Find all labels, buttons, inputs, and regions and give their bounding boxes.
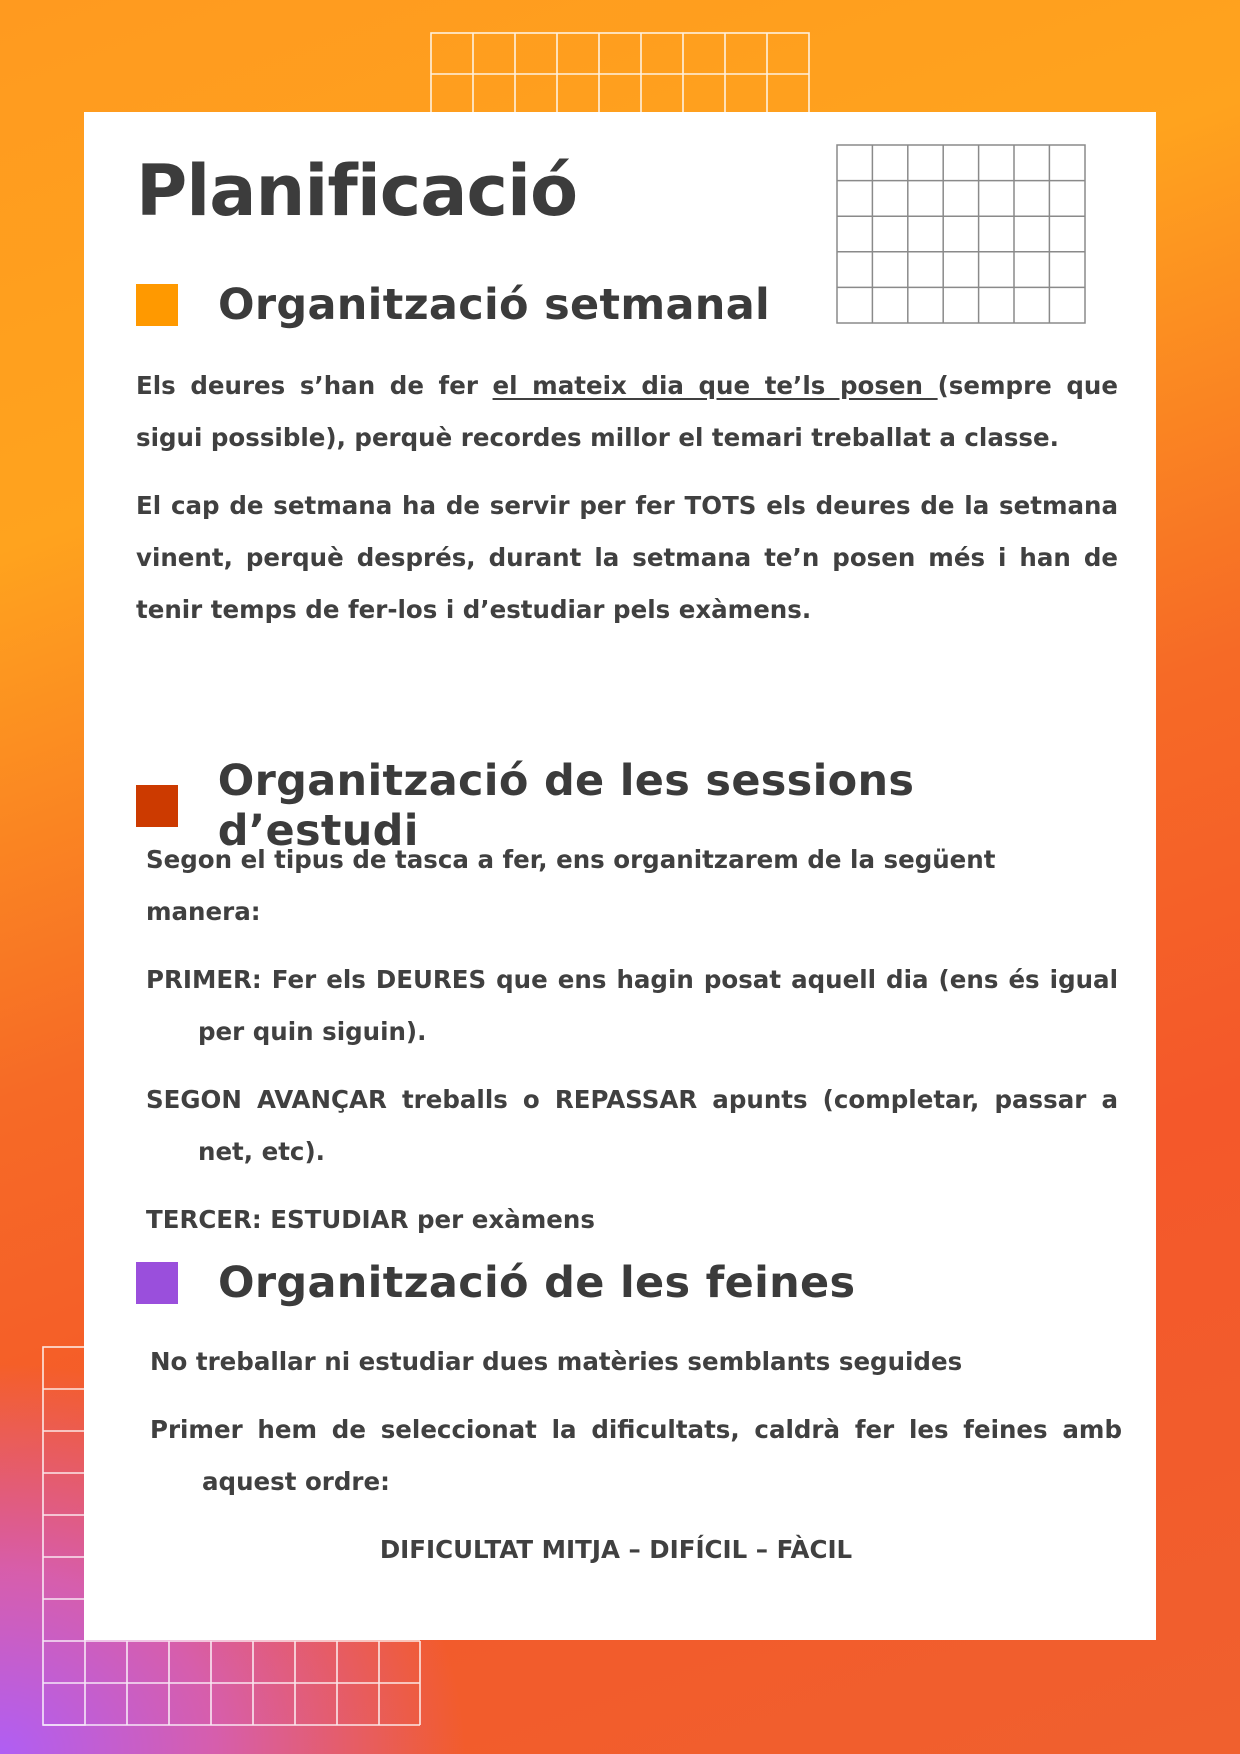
section-weekly-body <box>136 360 1118 636</box>
text-fragment: (sempre que sigui possible), perquè recordes millor el temari treballat a classe. <box>136 371 1118 452</box>
underlined-text: el mateix dia que te’ls posen <box>492 371 938 400</box>
study-intro: Segon el tipus de tasca a fer, ens organitzarem de la següent manera: <box>146 845 996 926</box>
content-card <box>84 112 1156 1640</box>
tasks-paragraph-1: No treballar ni estudiar dues matèries semblants seguides <box>150 1347 963 1376</box>
section-tasks-body <box>150 1336 1122 1576</box>
decorative-grid-top <box>430 32 810 114</box>
text-fragment: Els deures s’han de fer <box>136 371 493 400</box>
study-step-2: SEGON AVANÇAR treballs o REPASSAR apunts (completar, passar a net, etc). <box>146 1085 1118 1166</box>
page-title: Planificació <box>136 150 578 232</box>
decorative-grid-card <box>836 144 1088 326</box>
section-title: Organització de les feines <box>218 1258 856 1308</box>
section-title: Organització setmanal <box>218 280 771 330</box>
section-heading-weekly <box>136 280 770 330</box>
orange-square-icon <box>136 284 178 326</box>
section-title: Organització de les sessions d’estudi <box>217 756 915 856</box>
section-study-body <box>146 834 1118 1246</box>
weekly-paragraph-2: El cap de setmana ha de servir per fer TOTS els deures de la setmana vinent, perquè després, durant la setmana te’n posen més i han de tenir temps de fer-los i d’estudiar pels exàmens. <box>136 491 1118 624</box>
difficulty-order: DIFICULTAT MITJA – DIFÍCIL – FÀCIL <box>379 1535 853 1564</box>
purple-square-icon <box>136 1262 178 1304</box>
red-square-icon <box>136 785 178 827</box>
study-step-1: PRIMER: Fer els DEURES que ens hagin posat aquell dia (ens és igual per quin siguin). <box>146 965 1118 1046</box>
section-heading-tasks <box>136 1258 855 1308</box>
tasks-paragraph-2: Primer hem de seleccionat la dificultats, caldrà fer les feines amb aquest ordre: <box>150 1415 1122 1496</box>
weekly-paragraph-1 <box>136 360 1118 464</box>
study-step-3: TERCER: ESTUDIAR per exàmens <box>146 1205 595 1234</box>
